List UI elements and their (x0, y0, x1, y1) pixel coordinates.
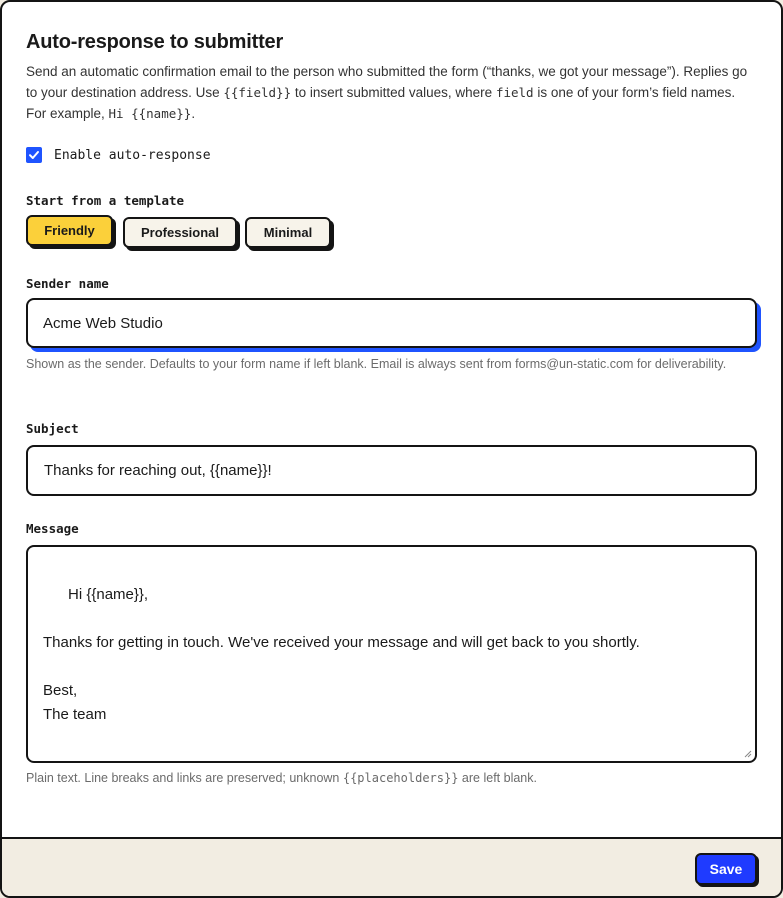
help-text: are left blank. (458, 771, 537, 785)
template-minimal-button[interactable]: Minimal (245, 217, 331, 248)
save-button[interactable]: Save (695, 853, 757, 885)
message-label: Message (26, 521, 79, 536)
help-text: Plain text. Line breaks and links are preserved; unknown (26, 771, 343, 785)
message-text: Hi {{name}}, Thanks for getting in touch. We've received your message and will get back to you shortly. Best, The team (43, 586, 640, 723)
desc-text: . (191, 106, 196, 121)
desc-text: to insert submitted values, where (291, 85, 496, 100)
sender-name-input[interactable]: Acme Web Studio (26, 298, 757, 348)
sender-name-label: Sender name (26, 276, 109, 291)
template-professional-button[interactable]: Professional (123, 217, 237, 248)
subject-label: Subject (26, 421, 79, 436)
section-title: Auto-response to submitter (26, 31, 284, 53)
template-label: Start from a template (26, 193, 185, 208)
section-description (26, 61, 757, 124)
desc-code-field: field (495, 85, 534, 100)
enable-auto-response-checkbox[interactable] (26, 147, 42, 163)
desc-text: is one of your form’s field names. For example, (26, 85, 736, 121)
sender-name-help: Shown as the sender. Defaults to your form name if left blank. Email is always sent from forms@un-static.com for deliverability. (26, 357, 727, 371)
message-help (26, 768, 757, 788)
desc-code-example: Hi {{name}} (108, 106, 192, 121)
desc-text: Send an automatic confirmation email to the person who submitted the form (“thanks, we got your message”). Replies go to your destination address. Use (26, 64, 748, 100)
resize-handle-icon[interactable] (744, 750, 752, 758)
subject-input[interactable]: Thanks for reaching out, {{name}}! (26, 445, 757, 496)
help-code-placeholders: {{placeholders}} (342, 771, 459, 785)
enable-auto-response-row[interactable] (26, 147, 211, 163)
message-textarea[interactable] (26, 545, 757, 763)
footer-bar (2, 837, 781, 898)
enable-auto-response-label: Enable auto-response (54, 147, 211, 163)
desc-code-field-placeholder: {{field}} (223, 85, 292, 100)
checkmark-icon (28, 149, 40, 161)
template-friendly-button[interactable]: Friendly (26, 215, 113, 246)
